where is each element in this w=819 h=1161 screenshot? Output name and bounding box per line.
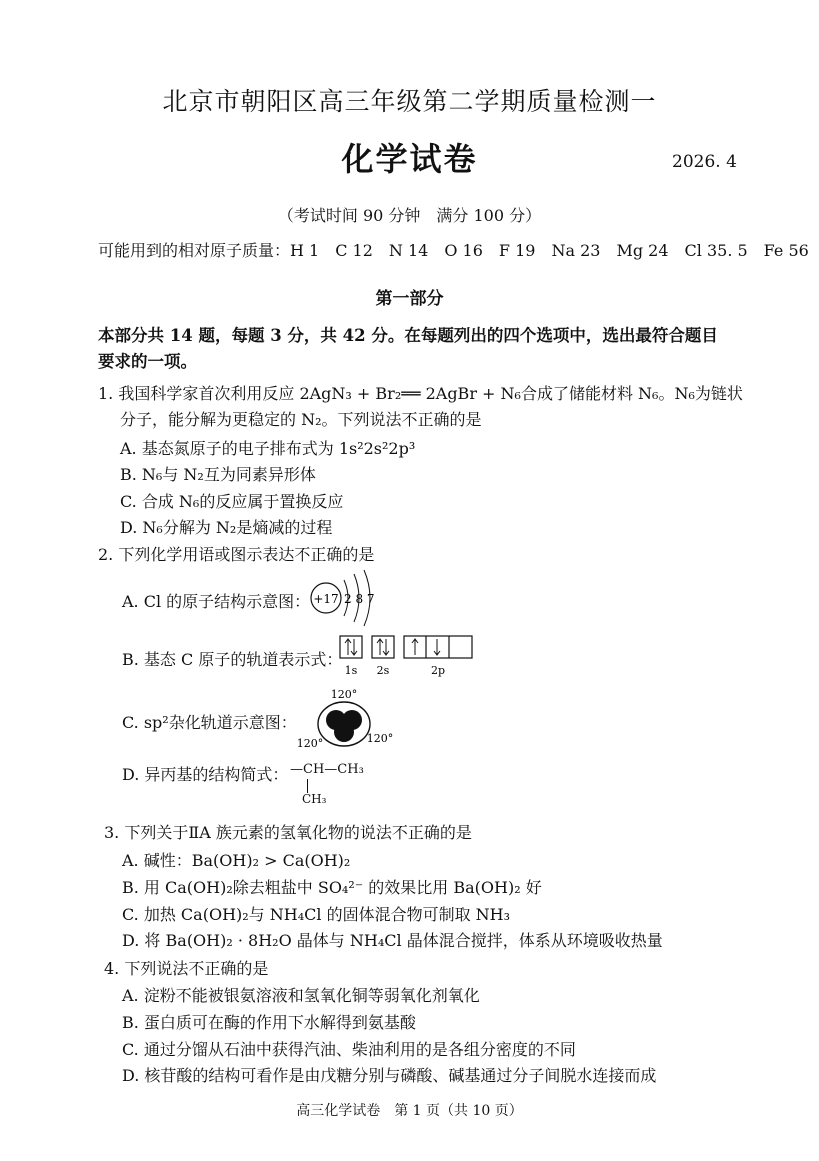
- q4-stem: 4. 下列说法不正确的是: [104, 959, 269, 978]
- q1-stem-line1: 1. 我国科学家首次利用反应 2AgN₃ + Br₂══ 2AgBr + N₆合成了储能材料 N₆。N₆为链状: [98, 384, 743, 403]
- q3-option-b: B. 用 Ca(OH)₂除去粗盐中 SO₄²⁻ 的效果比用 Ba(OH)₂ 好: [122, 878, 542, 897]
- q2-option-c: C. sp²杂化轨道示意图：: [122, 713, 297, 732]
- q4-option-c: C. 通过分馏从石油中获得汽油、柴油利用的是各组分密度的不同: [122, 1040, 576, 1059]
- orbital-label-1s: 1s: [344, 664, 358, 677]
- carbon-orbital-diagram: [338, 634, 478, 678]
- q3-option-a: A. 碱性：Ba(OH)₂ > Ca(OH)₂: [122, 851, 351, 870]
- part-title: 第一部分: [375, 289, 444, 309]
- orbital-label-2s: 2s: [376, 664, 390, 677]
- q1-option-c: C. 合成 N₆的反应属于置换反应: [120, 492, 344, 511]
- cl-nucleus-label: +17: [313, 592, 339, 606]
- q4-option-b: B. 蛋白质可在酶的作用下水解得到氨基酸: [122, 1013, 416, 1032]
- q2-option-b: B. 基态 C 原子的轨道表示式：: [122, 650, 343, 669]
- sp2-hybrid-orbital-diagram: [292, 684, 402, 752]
- cl-atom-structure-diagram: [308, 568, 388, 630]
- isopropyl-bond-line: [307, 779, 308, 793]
- exam-date: 2026. 4: [672, 152, 737, 172]
- q4-option-a: A. 淀粉不能被银氨溶液和氢氧化铜等弱氧化剂氧化: [122, 986, 480, 1005]
- page-footer: 高三化学试卷 第 1 页（共 10 页）: [296, 1103, 523, 1119]
- exam-header: 北京市朝阳区高三年级第二学期质量检测一: [162, 87, 657, 116]
- angle-label-left: 120°: [296, 737, 324, 750]
- q1-option-b: B. N₆与 N₂互为同素异形体: [120, 465, 316, 484]
- part-instructions: 本部分共 14 题，每题 3 分，共 42 分。在每题列出的四个选项中，选出最符合题目要求的一项。: [98, 326, 718, 371]
- time-info: （考试时间 90 分钟 满分 100 分）: [277, 206, 542, 225]
- page-title: 化学试卷: [341, 140, 478, 178]
- q1-option-d: D. N₆分解为 N₂是熵减的过程: [120, 518, 333, 537]
- q3-stem: 3. 下列关于ⅡA 族元素的氢氧化物的说法不正确的是: [104, 823, 472, 842]
- cl-shell-electrons: 2 8 7: [344, 592, 375, 606]
- q1-stem-line2: 分子，能分解为更稳定的 N₂。下列说法不正确的是: [120, 410, 482, 429]
- q2-stem: 2. 下列化学用语或图示表达不正确的是: [98, 545, 375, 564]
- q1-option-a: A. 基态氮原子的电子排布式为 1s²2s²2p³: [120, 439, 416, 458]
- q3-option-c: C. 加热 Ca(OH)₂与 NH₄Cl 的固体混合物可制取 NH₃: [122, 905, 511, 924]
- q2-option-d: D. 异丙基的结构简式：: [122, 765, 289, 784]
- angle-label-right: 120°: [366, 732, 394, 745]
- q2-option-a: A. Cl 的原子结构示意图：: [122, 592, 311, 611]
- q4-option-d: D. 核苷酸的结构可看作是由戊糖分别与磷酸、碱基通过分子间脱水连接而成: [122, 1066, 657, 1085]
- isopropyl-formula-top: —CH—CH₃: [290, 762, 364, 777]
- isopropyl-formula-bottom: CH₃: [302, 792, 327, 806]
- q3-option-d: D. 将 Ba(OH)₂ · 8H₂O 晶体与 NH₄Cl 晶体混合搅拌，体系从环境吸收热量: [122, 931, 663, 950]
- orbital-label-2p: 2p: [430, 664, 446, 677]
- angle-label-top: 120°: [330, 688, 358, 701]
- atomic-masses: 可能用到的相对原子质量：H 1 C 12 N 14 O 16 F 19 Na 23 Mg 24 Cl 35. 5 Fe 56: [98, 241, 809, 260]
